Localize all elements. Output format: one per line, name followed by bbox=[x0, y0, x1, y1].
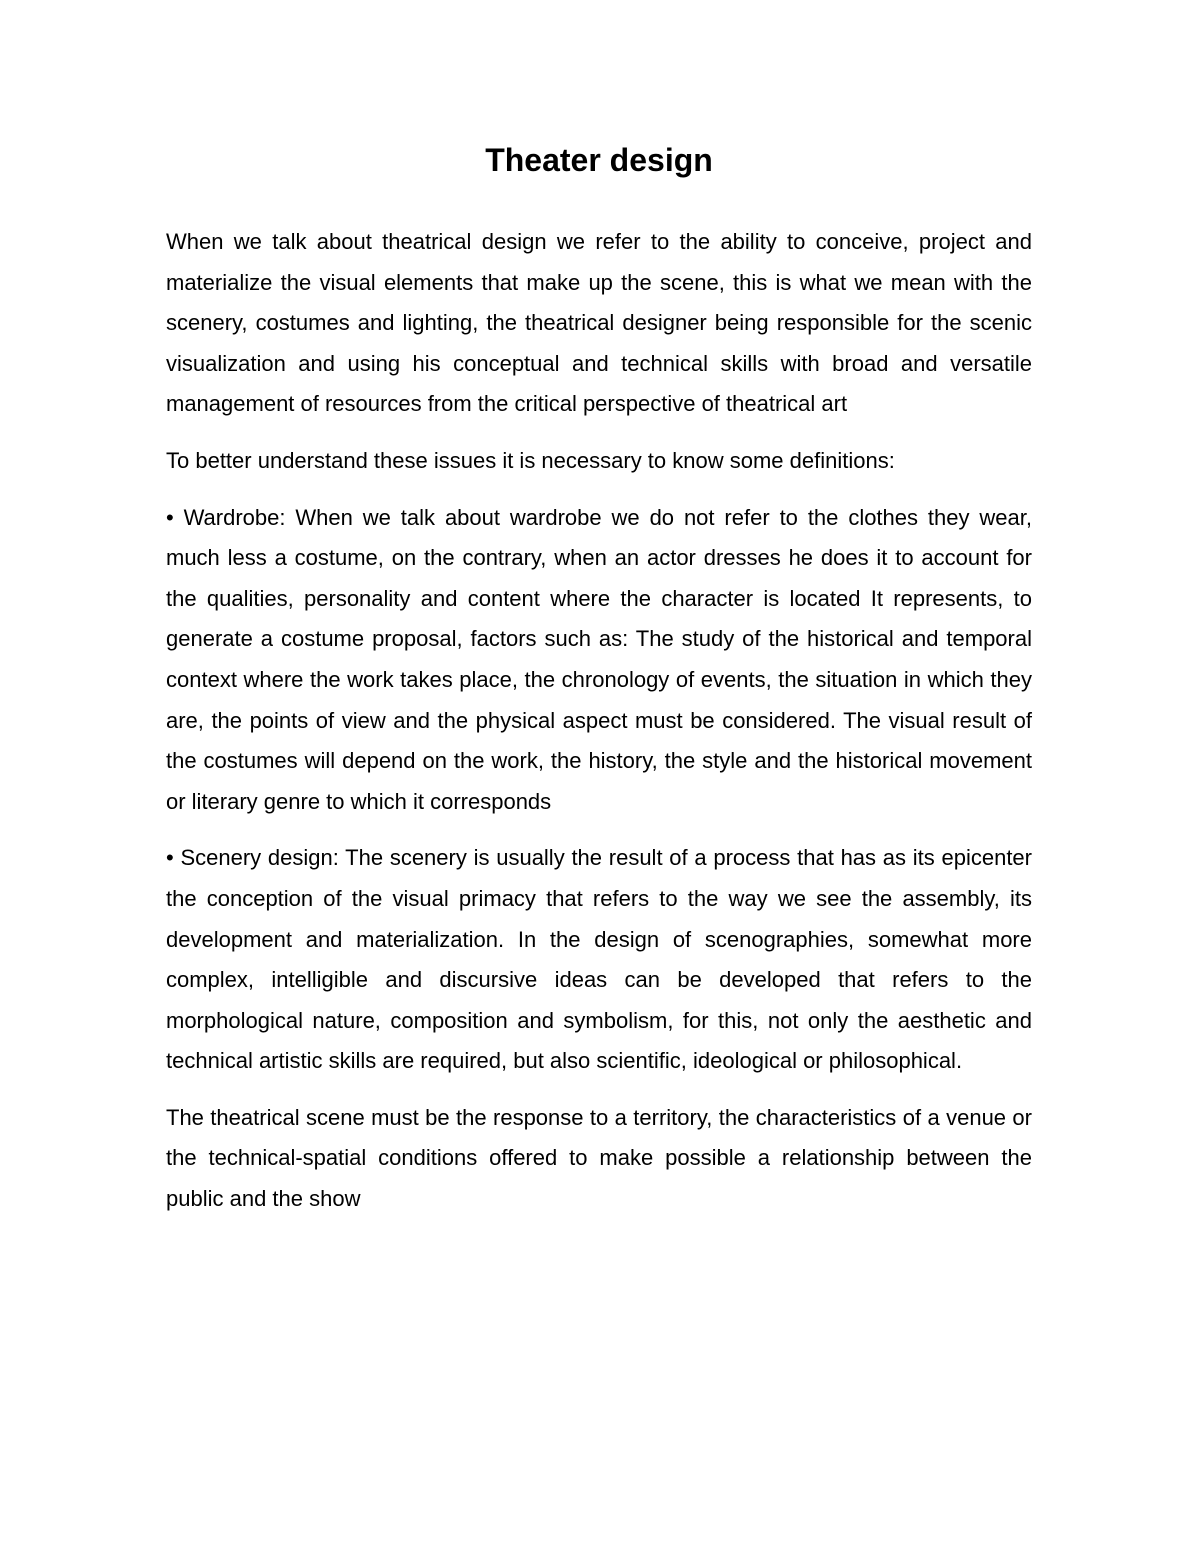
intro-paragraph: When we talk about theatrical design we refer to the ability to conceive, project and materialize the visual elements that make up the scene, this is what we mean with the scenery, costumes and lighting, the theatrical designer being responsible for the scenic visualization and using his conceptual and technical skills with broad and versatile management of resources from the critical perspective of theatrical art bbox=[166, 229, 1032, 417]
document-title: Theater design bbox=[485, 142, 713, 178]
definitions-lead-paragraph: To better understand these issues it is necessary to know some definitions: bbox=[166, 447, 895, 473]
theatrical-scene-paragraph: The theatrical scene must be the response to a territory, the characteristics of a venue or the technical-spatial conditions offered to make possible a relationship between the public and the show bbox=[166, 1104, 1032, 1212]
document-body bbox=[166, 138, 1032, 1236]
scenery-design-paragraph: • Scenery design: The scenery is usually the result of a process that has as its epicenter the conception of the visual primacy that refers to the way we see the assembly, its development and materialization. In the design of scenographies, somewhat more complex, intelligible and discursive ideas can be developed that refers to the morphological nature, composition and symbolism, for this, not only the aesthetic and technical artistic skills are required, but also scientific, ideological or philosophical. bbox=[166, 845, 1032, 1074]
wardrobe-paragraph: • Wardrobe: When we talk about wardrobe we do not refer to the clothes they wear, much less a costume, on the contrary, when an actor dresses he does it to account for the qualities, personality and content where the character is located It represents, to generate a costume proposal, factors such as: The study of the historical and temporal context where the work takes place, the chronology of events, the situation in which they are, the points of view and the physical aspect must be considered. The visual result of the costumes will depend on the work, the history, the style and the historical movement or literary genre to which it corresponds bbox=[166, 504, 1032, 814]
